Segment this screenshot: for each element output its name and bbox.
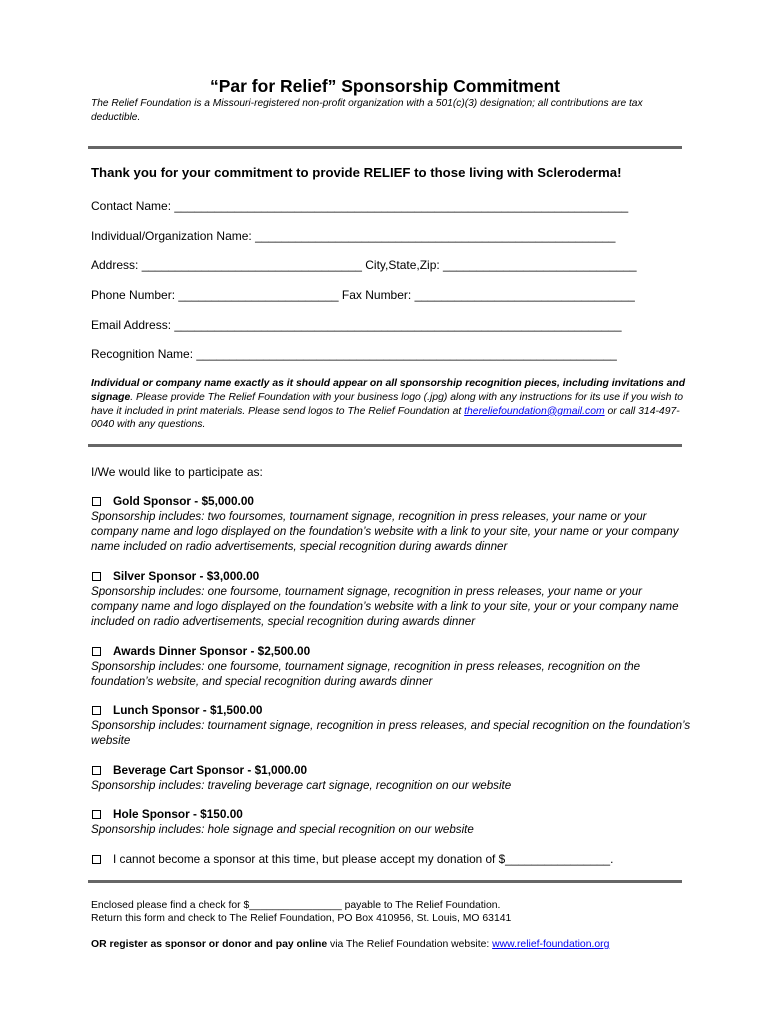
page-title: “Par for Relief” Sponsorship Commitment [209, 76, 561, 96]
option-description: Sponsorship includes: traveling beverage cart signage, recognition on our website [91, 779, 512, 792]
option-label: Hole Sponsor - $150.00 [113, 807, 243, 821]
contact-name-field[interactable]: Contact Name: ____________________________________________________________________ [91, 199, 629, 213]
option-silver [91, 569, 691, 629]
option-description: Sponsorship includes: two foursomes, tournament signage, recognition in press releases, your name or your company name and logo displayed on the foundation’s website with a link to your site, your name or your company name included on radio advertisements, special recognition during awards dinner [91, 510, 679, 553]
divider-bottom [88, 880, 682, 883]
option-description: Sponsorship includes: tournament signage, recognition in press releases, and special recognition on the foundation’s website [91, 719, 691, 747]
checkbox-beverage-cart[interactable] [92, 766, 101, 775]
option-label: Lunch Sponsor - $1,500.00 [113, 703, 263, 717]
option-description: Sponsorship includes: one foursome, tournament signage, recognition in press releases, your name or your company name and logo displayed on the foundation’s website with a link to your site, your or your company name included on radio advertisements, special recognition during awards dinner [91, 585, 679, 628]
note-bold: Individual or company name exactly as it should appear on all sponsorship recognition pieces, including invitations and signage [91, 378, 686, 403]
online-bold: OR register as sponsor or donor and pay online [91, 939, 328, 950]
recognition-note [91, 377, 691, 432]
checkbox-silver[interactable] [92, 572, 101, 581]
divider-middle [88, 444, 682, 447]
check-line: Enclosed please find a check for $________________ payable to The Relief Foundation. [91, 900, 501, 911]
option-hole [91, 807, 691, 837]
checkbox-gold[interactable] [92, 497, 101, 506]
organization-name-field[interactable]: Individual/Organization Name: ______________________________________________________ [91, 229, 616, 243]
option-gold [91, 494, 691, 554]
checkbox-donation[interactable] [92, 855, 101, 864]
online-register-line [91, 938, 609, 951]
address-field[interactable]: Address: _________________________________ City,State,Zip: _____________________________ [91, 258, 637, 272]
option-donation [91, 852, 691, 867]
participate-label: I/We would like to participate as: [91, 465, 263, 479]
option-lunch [91, 703, 691, 748]
email-address-field[interactable]: Email Address: ___________________________________________________________________ [91, 318, 622, 332]
option-awards-dinner [91, 644, 691, 689]
option-description: Sponsorship includes: one foursome, tournament signage, recognition in press releases, recognition on the foundation’s website, and special recognition during awards dinner [91, 660, 641, 688]
return-address-line: Return this form and check to The Relief Foundation, PO Box 410956, St. Louis, MO 63141 [91, 913, 512, 924]
option-label: Beverage Cart Sponsor - $1,000.00 [113, 763, 308, 777]
recognition-name-field[interactable]: Recognition Name: _______________________________________________________________ [91, 347, 617, 361]
divider-top [88, 146, 682, 149]
intro-text: The Relief Foundation is a Missouri-registered non-profit organization with a 501(c)(3) designation; all contributions are tax deductible. [91, 98, 643, 123]
checkbox-awards-dinner[interactable] [92, 647, 101, 656]
contact-email-link[interactable]: thereliefoundation@gmail.com [464, 405, 605, 417]
online-text: via The Relief Foundation website: [327, 939, 493, 950]
option-label: Gold Sponsor - $5,000.00 [113, 494, 254, 508]
option-label: Silver Sponsor - $3,000.00 [113, 569, 260, 583]
option-description: Sponsorship includes: hole signage and special recognition on our website [91, 823, 474, 836]
checkbox-hole[interactable] [92, 810, 101, 819]
thanks-heading: Thank you for your commitment to provide RELIEF to those living with Scleroderma! [91, 165, 622, 180]
donation-label: I cannot become a sponsor at this time, but please accept my donation of $________________. [113, 852, 614, 866]
option-label: Awards Dinner Sponsor - $2,500.00 [113, 644, 311, 658]
phone-fax-field[interactable]: Phone Number: ________________________ Fax Number: _________________________________ [91, 288, 635, 302]
note-text: . Please provide The Relief Foundation with your business logo (.jpg) along with any instructions for its use if you wish to have it included in print materials. Please send logos to The Relief Foundation at [91, 391, 683, 417]
option-beverage-cart [91, 763, 691, 793]
note-tail: or call 314-497-0040 with any questions. [91, 405, 680, 431]
website-link[interactable]: www.relief-foundation.org [492, 939, 610, 950]
checkbox-lunch[interactable] [92, 706, 101, 715]
